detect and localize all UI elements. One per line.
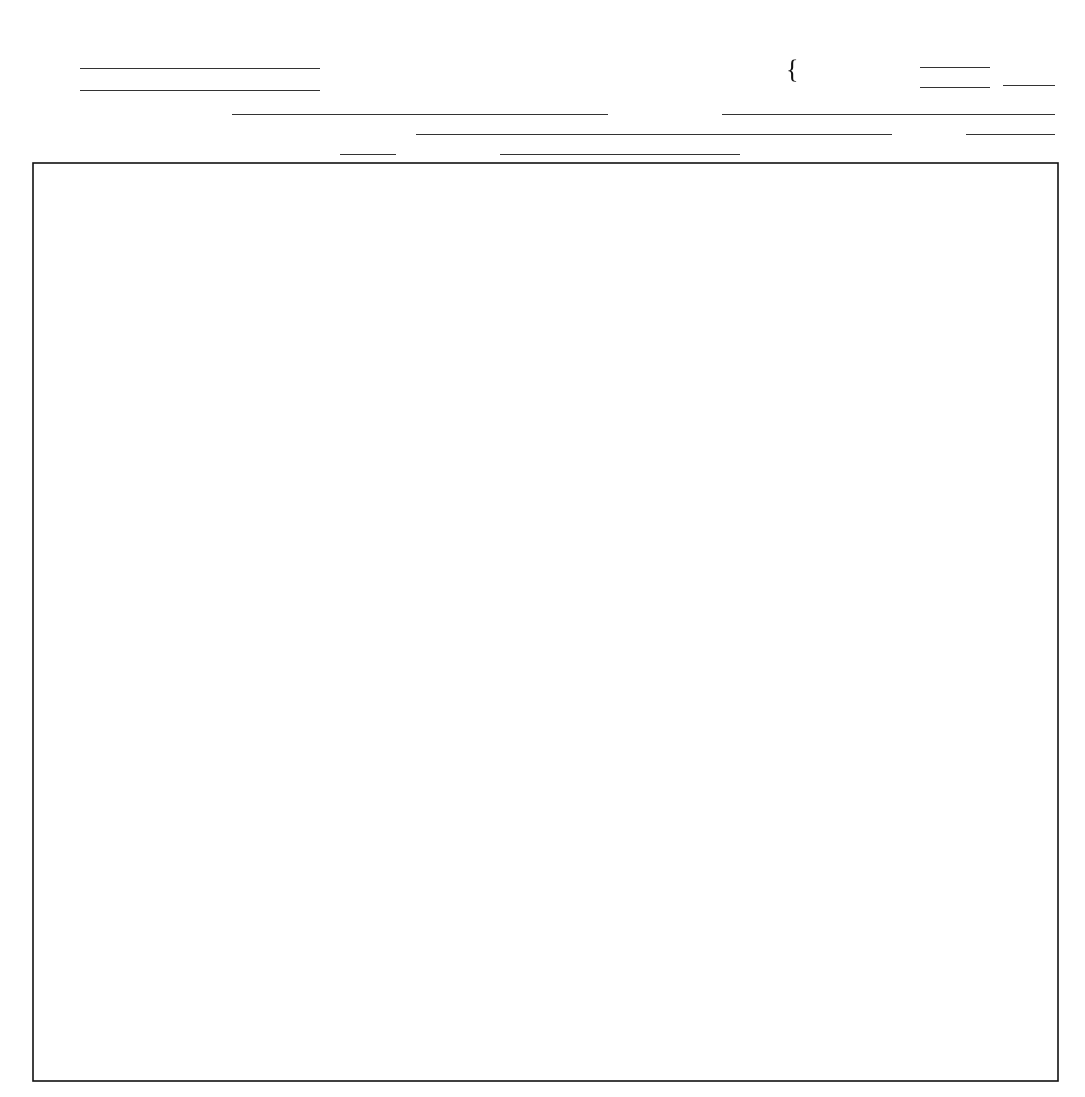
brace-left: {: [786, 55, 799, 84]
table-frame: [33, 163, 1058, 1081]
